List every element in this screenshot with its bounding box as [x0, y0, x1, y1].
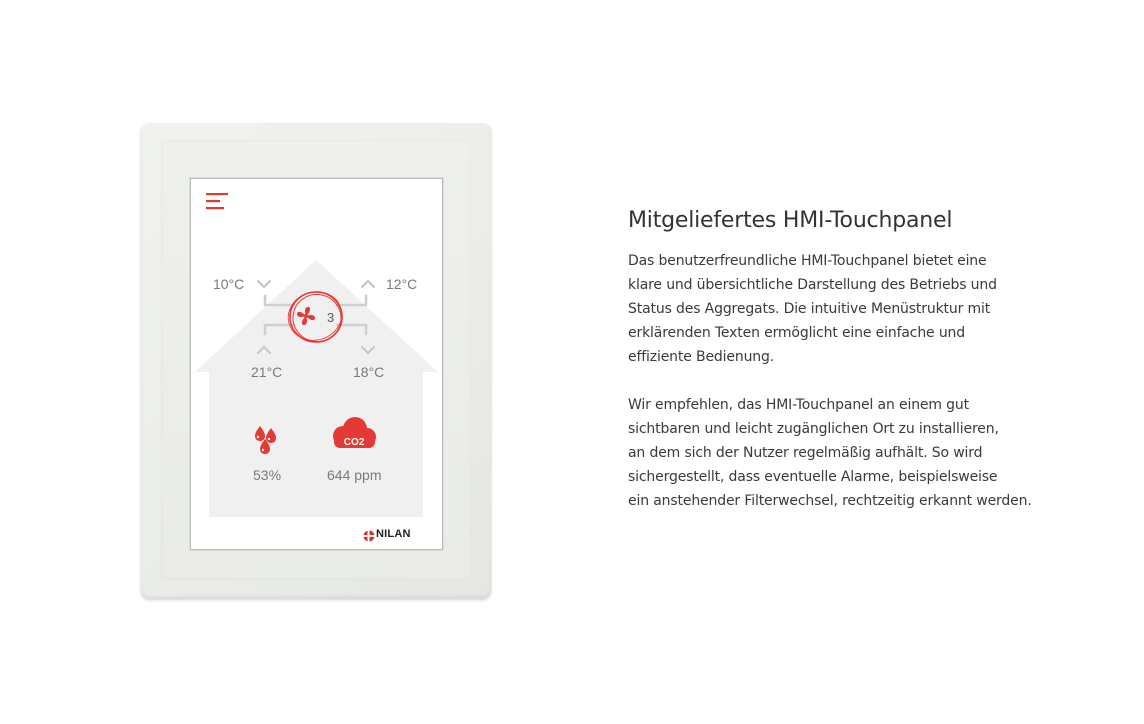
fan-speed-level: 3 [327, 310, 335, 325]
menu-button[interactable] [205, 191, 229, 213]
humidity-value: 53% [253, 467, 282, 483]
touch-screen[interactable] [190, 178, 443, 550]
paragraph-line: sichtbaren und leicht zugänglichen Ort zu installieren, [628, 421, 999, 437]
paragraph-line: ein anstehender Filterwechsel, rechtzeitig erkannt werden. [628, 493, 1032, 509]
chevron-down-icon [258, 281, 270, 287]
supply-air-temperature: 21°C [251, 364, 283, 380]
co2-value: 644 ppm [327, 467, 382, 483]
paragraph-line: effiziente Bedienung. [628, 349, 775, 365]
paragraph-line: an dem sich der Nutzer regelmäßig aufhält. So wird [628, 445, 983, 461]
paragraph-line: erklärenden Texten ermöglicht eine einfache und [628, 325, 965, 341]
section-heading: Mitgeliefertes HMI-Touchpanel [628, 208, 953, 233]
paragraph-line: Das benutzerfreundliche HMI-Touchpanel bietet eine [628, 253, 987, 269]
outdoor-air-temperature: 10°C [213, 276, 245, 292]
co2-badge: CO2 [343, 437, 365, 448]
brand-name: NILAN [376, 528, 411, 540]
hamburger-menu-icon [205, 191, 229, 213]
paragraph-line: sichergestellt, dass eventuelle Alarme, beispielsweise [628, 469, 998, 485]
paragraph-description [628, 249, 1068, 369]
nilan-logo [364, 529, 411, 540]
hmi-touchpanel-device [141, 122, 491, 598]
paragraph-line: klare und übersichtliche Darstellung des Betriebs und [628, 277, 997, 293]
screen-graphics [191, 179, 442, 549]
info-section [628, 206, 1068, 513]
paragraph-line: Status des Aggregats. Die intuitive Menüstruktur mit [628, 301, 991, 317]
paragraph-recommendation [628, 393, 1068, 513]
exhaust-air-temperature: 12°C [386, 276, 418, 292]
paragraph-line: Wir empfehlen, das HMI-Touchpanel an einem gut [628, 397, 969, 413]
extract-air-temperature: 18°C [353, 364, 385, 380]
chevron-up-icon [362, 281, 374, 287]
fan-speed-button[interactable] [287, 290, 345, 348]
